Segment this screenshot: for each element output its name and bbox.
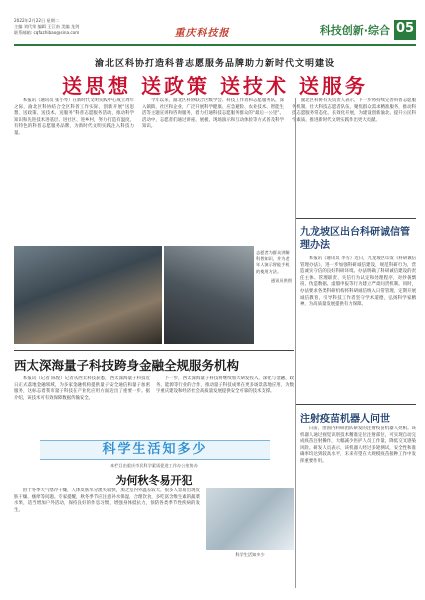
quantum-body-right: 下一步，西太深海量子科技将继续加大研发投入，深化与金融、政务、能源等行业的合作，推动量子科技成果在更多场景落地应用，为数字重庆建设和经济社会高质量发展提供安全可靠的技术支撑。 bbox=[156, 376, 294, 395]
science-headline: 为何秋冬易开犯 bbox=[115, 474, 193, 487]
lead-photo-caption-box bbox=[256, 250, 292, 284]
right-article-headline: 九龙坡区出台科研诚信管理办法 bbox=[300, 227, 410, 251]
epidemic-headline: 注射疫苗机器人问世 bbox=[300, 414, 390, 425]
masthead-rule bbox=[14, 44, 416, 46]
science-banner bbox=[40, 440, 270, 460]
quantum-body-left: 本报讯（记者 陈悦）记者从西太科技获悉，西太深海量子科技近日正式落地金融领域，为多家金融机构提供量子安全通信和量子加密服务，这标志着我市量子科技在产业化应用方面迈出了重要一步。据介绍，该技术可有效保障数据传输安全。 bbox=[14, 376, 150, 401]
quantum-rule bbox=[14, 350, 294, 351]
lead-body-left: 本报讯（通讯员 张小琴）在新时代文明实践中心成立周年之际，渝北区科协结合全区科普工作实际，创新开展“送思想、送政策、送技术、送服务”科普志愿服务活动，推动科学知识和先进技术进基层、进社区、进乡村，努力打造有温度、有特色的科普志愿服务品牌，为新时代文明实践注入科技力量。 bbox=[14, 98, 134, 136]
masthead-date: 2022年2月22日 星期二 bbox=[14, 18, 60, 23]
lead-body-right: 渝北区科协有关负责人表示，下一步将持续完善科普志愿服务机制，壮大科技志愿者队伍，聚焦群众需求精准服务，推动科技志愿服务常态化、长效化开展，为建设创新渝北、提升公民科学素质、推进新时代文明实践作出更大贡献。 bbox=[292, 98, 416, 123]
column-divider bbox=[295, 98, 296, 588]
lead-body-mid: 今年以来，渝北区科协联合区级学会、科技工作者和志愿服务队，深入镇街、社区和企业，广泛开展科学健康、应急避险、农业技术、智能生活等主题宣讲和咨询服务，着力打通科技志愿服务群众的“最后一公里”。活动中，志愿者们通过讲座、展板、现场演示和互动体验等方式普及科学知识。 bbox=[142, 98, 284, 130]
quantum-headline: 西太深海量子科技跨身金融全规服务机构 bbox=[14, 358, 240, 373]
lead-headline: 送思想 送政策 送技术 送服务 bbox=[62, 74, 368, 98]
science-photo bbox=[206, 488, 294, 550]
science-deck: 本栏目由重庆市民科学素质促进工作办公室协办 bbox=[110, 463, 198, 468]
epidemic-body: 日前，由国内科研团队研发的注射疫苗机器人亮相。该机器人通过视觉识别技术精准定位注射部位，可实现自动完成疫苗注射操作，大幅减少医护人员工作量，降低交叉感染风险。研发人员表示，该机器人经过多轮测试，安全性和准确率均达到较高水平，未来有望在大规模疫苗接种工作中发挥重要作用。 bbox=[300, 426, 416, 464]
masthead-meta bbox=[14, 18, 134, 37]
newspaper-brand: 重庆科技报 bbox=[174, 28, 230, 39]
lead-photo-credit: 通讯员供图 bbox=[271, 277, 292, 283]
lead-kicker: 渝北区科协打造科普志愿服务品牌助力新时代文明建设 bbox=[94, 59, 335, 69]
page-number: 05 bbox=[394, 20, 416, 40]
science-banner-title: 科学生活知多少 bbox=[102, 442, 208, 457]
epidemic-rule bbox=[296, 404, 416, 405]
science-body: 由于冬季天气寒冷干燥，人体皮肤水分流失较快，加之室内外温差较大，很多人容易出现皮肤干燥、瘙痒等问题。专家提醒，秋冬季节应注意补水保湿，合理饮食，多吃富含维生素的蔬菜水果，适当增加户外活动，保持良好的作息习惯，增强身体抵抗力，预防各类季节性疾病的发生。 bbox=[14, 488, 200, 513]
lead-photo-left bbox=[14, 246, 162, 344]
masthead-editors: 主编 刘代荣 编辑 王江南 美编 龙剑 bbox=[14, 24, 80, 30]
right-article-body: 本报讯（通讯员 李雪）近日，九龙坡区印发《科研诚信管理办法》，进一步加强科研诚信建设，规范科研行为，营造诚实守信的良好科研环境。办法明确了科研诚信建设的责任主体、管理职责、失信行为认定和处理程序，对抄袭剽窃、伪造数据、虚假申报等行为建立严肃问责机制。同时，办法要求各类科研机构将科研诚信纳入日常管理，定期开展诚信教育，引导科技工作者坚守学术道德，弘扬科学家精神，为高质量发展提供有力保障。 bbox=[300, 256, 416, 308]
lead-photo-right bbox=[164, 246, 254, 344]
science-photo-caption: 科学生活知多少 bbox=[235, 552, 265, 557]
right-column-rule bbox=[296, 218, 416, 219]
masthead-email: 联系邮箱: cqfazhibao@sina.com bbox=[14, 30, 80, 36]
section-title: 科技创新·综合 bbox=[319, 24, 390, 37]
lead-photo-caption: 志愿者为群众讲解科普知识，并为老年人演示智能手机的使用方法。 bbox=[256, 250, 290, 274]
